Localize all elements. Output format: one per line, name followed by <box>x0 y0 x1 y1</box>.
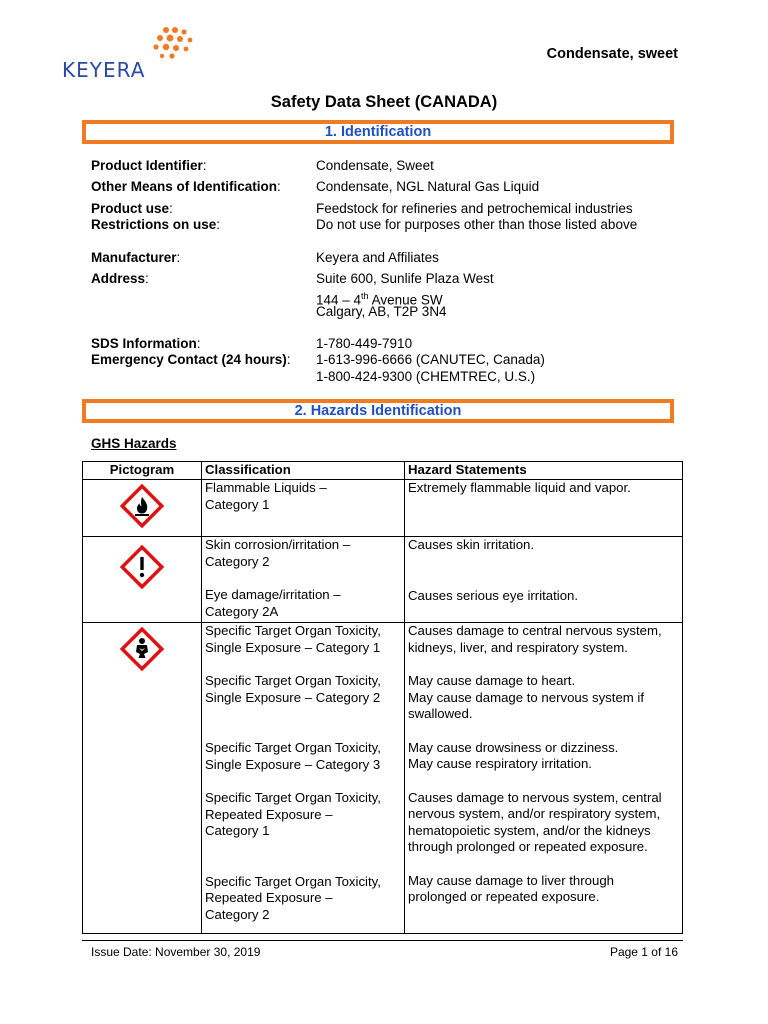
hazard-statement: nervous system, and/or respiratory system, <box>408 806 661 821</box>
field-label: Emergency Contact (24 hours) <box>91 352 287 367</box>
column-header-classification: Classification <box>202 462 405 480</box>
pictogram-cell <box>83 480 202 537</box>
address-line-2-street: Avenue SW <box>368 292 443 307</box>
column-header-statements: Hazard Statements <box>405 462 683 480</box>
classification-text: Skin corrosion/irritation – <box>205 537 351 552</box>
section-hazards-header: 2. Hazards Identification <box>82 399 674 423</box>
classification-text: Specific Target Organ Toxicity, <box>205 873 381 889</box>
classification-category: Single Exposure – Category 3 <box>205 756 381 772</box>
footer-rule <box>82 940 683 941</box>
ghs-hazards-table <box>82 461 683 934</box>
logo-dots-icon <box>146 26 194 60</box>
classification-category: Single Exposure – Category 2 <box>205 689 381 705</box>
hazard-statement-cell <box>405 480 683 537</box>
flame-pictogram-icon <box>120 484 164 528</box>
keyera-logo <box>62 26 202 82</box>
classification-cell <box>202 537 405 623</box>
address-line-1: Suite 600, Sunlife Plaza West <box>316 271 494 286</box>
classification-text: Specific Target Organ Toxicity, <box>205 740 381 755</box>
classification-text: Repeated Exposure – <box>205 806 333 822</box>
pictogram-cell <box>83 537 202 623</box>
field-label: SDS Information <box>91 336 197 351</box>
product-use-value: Feedstock for refineries and petrochemical industries <box>316 201 633 216</box>
hazard-statement: Causes damage to central nervous system, <box>408 623 662 638</box>
table-row <box>83 623 683 934</box>
hazard-statement: swallowed. <box>408 706 473 721</box>
product-identifier-value: Condensate, Sweet <box>316 158 434 173</box>
classification-text: Repeated Exposure – <box>205 890 333 905</box>
field-label: Restrictions on use <box>91 217 217 232</box>
pictogram-cell <box>83 623 202 934</box>
hazard-statement: May cause damage to liver through <box>408 872 614 888</box>
hazard-statement: kidneys, liver, and respiratory system. <box>408 639 628 655</box>
column-header-pictogram: Pictogram <box>83 462 202 480</box>
logo-text: KEYERA <box>62 58 146 82</box>
classification-category: Category 2A <box>205 603 279 619</box>
address-line-2 <box>316 288 494 305</box>
table-header-row <box>83 462 683 480</box>
table-row <box>83 537 683 623</box>
classification-text: Specific Target Organ Toxicity, <box>205 623 381 638</box>
field-label: Product use <box>91 201 170 216</box>
classification-text: Specific Target Organ Toxicity, <box>205 790 381 805</box>
hazard-statement: Causes damage to nervous system, central <box>408 789 662 805</box>
field-label: Manufacturer <box>91 250 177 265</box>
product-header: Condensate, sweet <box>546 46 678 62</box>
sds-info-value: 1-780-449-7910 <box>316 336 413 351</box>
classification-cell <box>202 623 405 934</box>
hazard-statement: Causes serious eye irritation. <box>408 587 579 603</box>
classification-category: Category 1 <box>205 823 270 838</box>
table-row <box>83 480 683 537</box>
field-label: Address <box>91 271 146 286</box>
hazard-statement: through prolonged or repeated exposure. <box>408 839 648 854</box>
address-line-2-number: 144 – 4 <box>316 292 362 307</box>
hazard-statement-cell <box>405 623 683 934</box>
emergency-line-1: 1-613-996-6666 (CANUTEC, Canada) <box>316 352 545 367</box>
hazard-statement: May cause damage to heart. <box>408 673 576 688</box>
classification-text: Eye damage/irritation – <box>205 587 341 602</box>
ordinal-suffix: th <box>361 290 369 301</box>
hazard-statement: May cause drowsiness or dizziness. <box>408 739 619 755</box>
classification-text: Specific Target Organ Toxicity, <box>205 673 381 688</box>
health-hazard-pictogram-icon <box>120 627 164 671</box>
classification-category: Category 2 <box>205 906 270 922</box>
address-line-3: Calgary, AB, T2P 3N4 <box>316 304 447 319</box>
hazard-statement: prolonged or repeated exposure. <box>408 889 600 904</box>
hazard-statement: May cause respiratory irritation. <box>408 756 592 771</box>
hazard-statement: hematopoietic system, and/or the kidneys <box>408 822 651 838</box>
restrictions-value: Do not use for purposes other than those listed above <box>316 217 638 232</box>
classification-text: Flammable Liquids – <box>205 480 327 495</box>
exclamation-pictogram-icon <box>120 545 164 589</box>
classification-category: Single Exposure – Category 1 <box>205 639 381 655</box>
hazard-statement: Extremely flammable liquid and vapor. <box>408 480 631 495</box>
emergency-contact-value <box>316 352 545 385</box>
ghs-hazards-heading: GHS Hazards <box>91 436 177 451</box>
section-identification-header: 1. Identification <box>82 120 674 144</box>
classification-cell <box>202 480 405 537</box>
field-label: Other Means of Identification <box>91 179 278 194</box>
issue-date: Issue Date: November 30, 2019 <box>91 945 261 959</box>
other-means-value: Condensate, NGL Natural Gas Liquid <box>316 179 540 194</box>
classification-category: Category 1 <box>205 496 270 512</box>
hazard-statement: Causes skin irritation. <box>408 537 535 552</box>
hazard-statement: May cause damage to nervous system if <box>408 689 645 705</box>
emergency-line-2: 1-800-424-9300 (CHEMTREC, U.S.) <box>316 368 536 384</box>
document-title: Safety Data Sheet (CANADA) <box>270 93 498 111</box>
page-number: Page 1 of 16 <box>609 945 678 959</box>
classification-category: Category 2 <box>205 553 270 569</box>
hazard-statement-cell <box>405 537 683 623</box>
address-value <box>316 271 494 321</box>
manufacturer-value: Keyera and Affiliates <box>316 250 439 265</box>
field-label: Product Identifier <box>91 158 203 173</box>
